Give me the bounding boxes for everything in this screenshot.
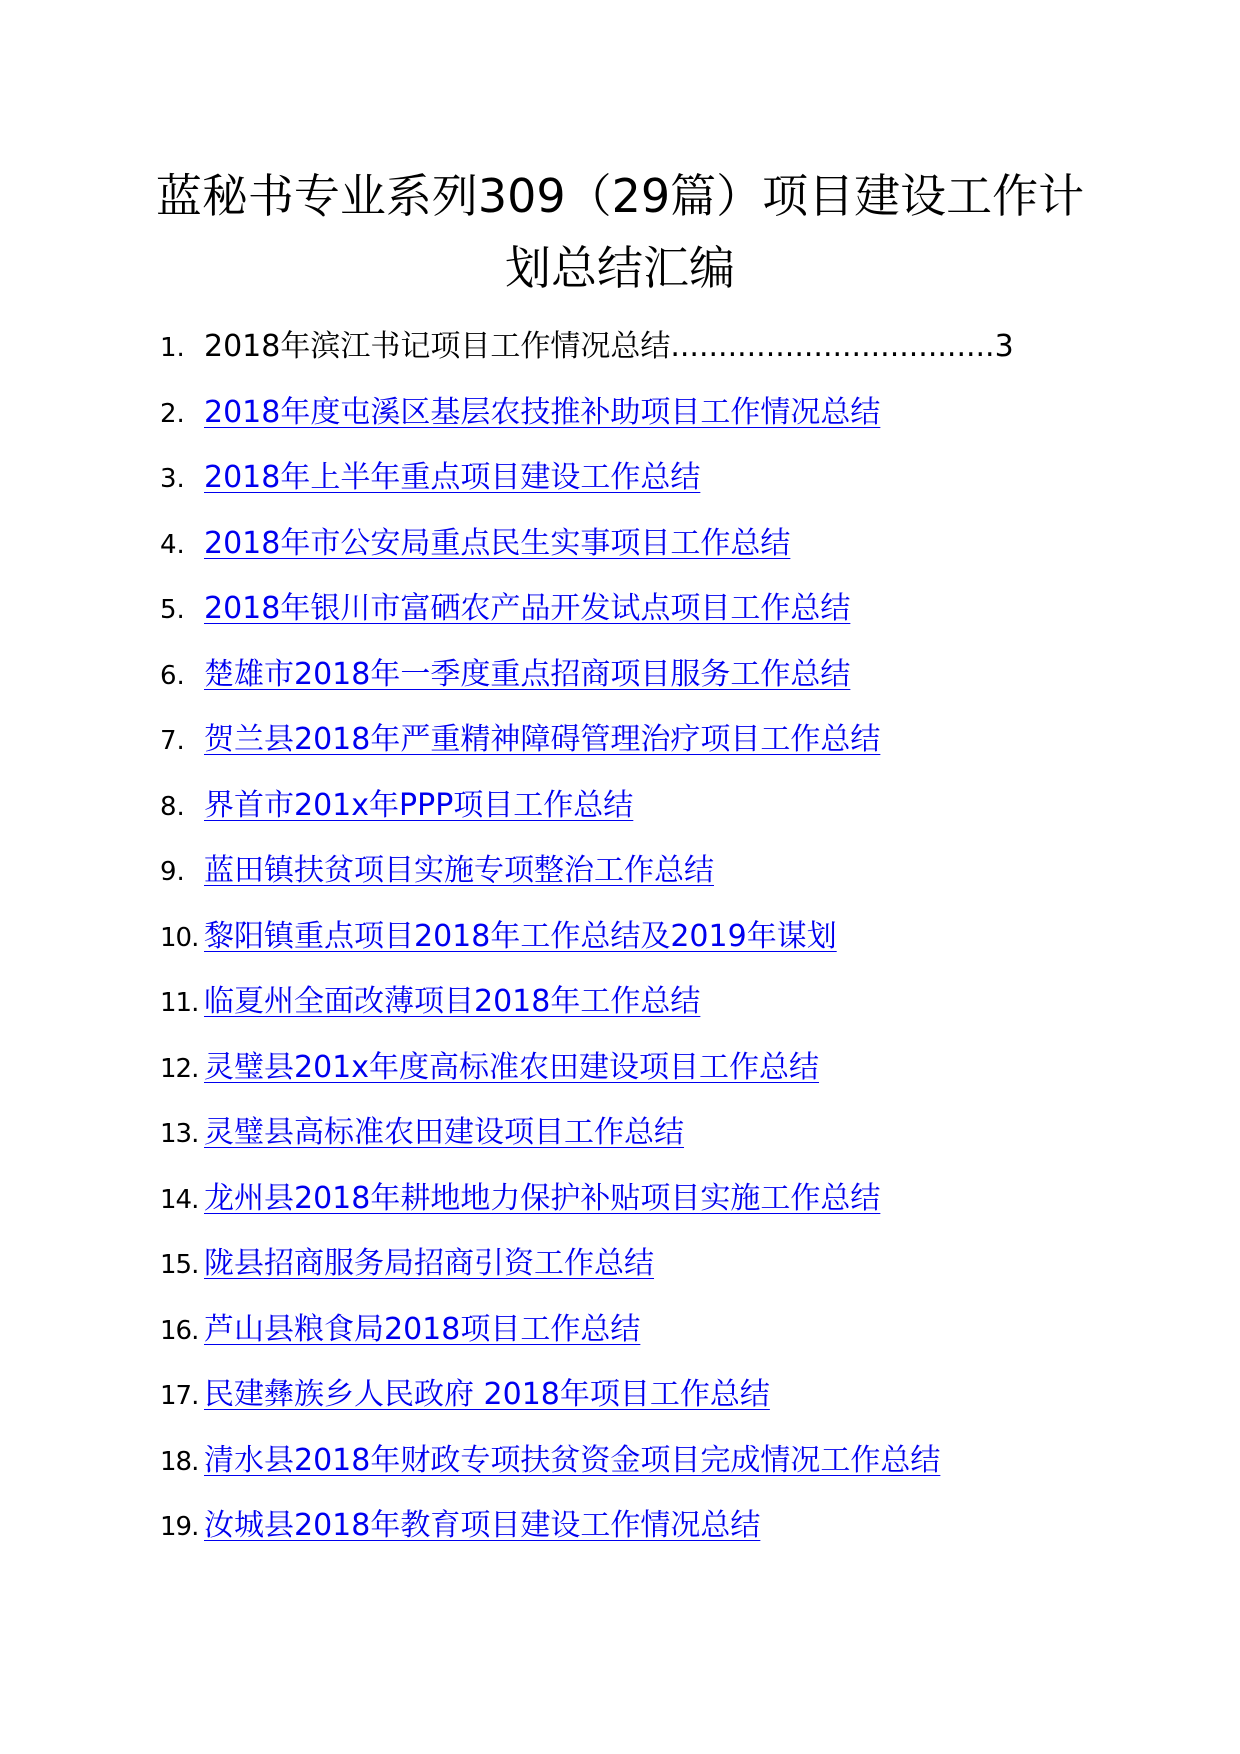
toc-item-number: 4. [160, 529, 185, 560]
toc-item[interactable] [160, 1440, 1060, 1506]
toc-item[interactable] [160, 1112, 1060, 1178]
toc-item-link[interactable]: 陇县招商服务局招商引资工作总结 [204, 1246, 654, 1281]
toc-item-link[interactable]: 2018年度屯溪区基层农技推补助项目工作情况总结 [204, 394, 881, 430]
toc-item-number: 12. [160, 1053, 199, 1084]
toc-item-number: 5. [160, 595, 185, 625]
toc-item-link[interactable]: 灵璧县高标准农田建设项目工作总结 [204, 1115, 684, 1150]
toc-item[interactable] [160, 588, 1060, 654]
toc-item-link[interactable]: 界首市201x年PPP项目工作总结 [204, 787, 634, 823]
toc-item-number: 1. [160, 333, 185, 363]
toc-item-link[interactable]: 临夏州全面改薄项目2018年工作总结 [204, 984, 701, 1019]
toc-item-link[interactable]: 汝城县2018年教育项目建设工作情况总结 [204, 1508, 761, 1543]
toc-item-number: 10. [160, 922, 199, 953]
toc-item[interactable] [160, 1243, 1060, 1309]
toc-item-number: 6. [160, 660, 185, 691]
toc-item[interactable] [160, 392, 1060, 458]
toc-item-number: 9. [160, 857, 185, 887]
toc-item[interactable] [160, 523, 1060, 589]
toc-item-link[interactable]: 民建彝族乡人民政府 2018年项目工作总结 [204, 1377, 770, 1412]
toc-item[interactable] [160, 719, 1060, 785]
toc-item[interactable] [160, 850, 1060, 916]
toc-item[interactable] [160, 1374, 1060, 1440]
toc-item[interactable] [160, 1178, 1060, 1244]
toc-item-number: 18. [160, 1446, 199, 1477]
toc-item-link[interactable]: 2018年银川市富硒农产品开发试点项目工作总结 [204, 591, 851, 626]
toc-item-number: 2. [160, 398, 185, 429]
toc-item-link[interactable]: 贺兰县2018年严重精神障碍管理治疗项目工作总结 [204, 722, 881, 757]
toc-item-text: 2018年滨江书记项目工作情况总结 [204, 329, 671, 364]
toc-item-number: 7. [160, 726, 185, 756]
toc-item-link[interactable]: 芦山县粮食局2018项目工作总结 [204, 1311, 641, 1347]
toc-item-number: 19. [160, 1512, 199, 1542]
toc-item[interactable] [160, 916, 1060, 982]
toc-item-number: 3. [160, 464, 185, 494]
toc-item-leader-dots: .................................. [670, 329, 995, 364]
toc-item-link[interactable]: 灵璧县201x年度高标准农田建设项目工作总结 [204, 1049, 820, 1085]
toc-item-link[interactable]: 2018年市公安局重点民生实事项目工作总结 [204, 525, 791, 561]
toc-item [160, 326, 1060, 392]
toc-item-number: 14. [160, 1184, 199, 1215]
toc-item-link[interactable]: 清水县2018年财政专项扶贫资金项目完成情况工作总结 [204, 1442, 941, 1478]
toc-item[interactable] [160, 1047, 1060, 1113]
document-title: 蓝秘书专业系列309（29篇）项目建设工作计划总结汇编 [155, 169, 1085, 295]
toc-item-number: 11. [160, 988, 199, 1018]
toc-item-link[interactable]: 楚雄市2018年一季度重点招商项目服务工作总结 [204, 656, 851, 692]
toc-item-link[interactable]: 黎阳镇重点项目2018年工作总结及2019年谋划 [204, 918, 837, 954]
toc-item[interactable] [160, 654, 1060, 720]
toc-item-link[interactable]: 2018年上半年重点项目建设工作总结 [204, 460, 701, 495]
toc-item-page-number: 3 [994, 329, 1014, 364]
toc-item-link[interactable]: 龙州县2018年耕地地力保护补贴项目实施工作总结 [204, 1180, 881, 1216]
toc-item[interactable] [160, 981, 1060, 1047]
toc-item[interactable] [160, 785, 1060, 851]
toc-item[interactable] [160, 1309, 1060, 1375]
toc-item-number: 13. [160, 1119, 199, 1149]
toc-item-number: 16. [160, 1315, 199, 1346]
toc-item-number: 8. [160, 791, 185, 822]
toc-item[interactable] [160, 1505, 1060, 1571]
toc-item[interactable] [160, 457, 1060, 523]
toc-item-number: 15. [160, 1250, 199, 1280]
table-of-contents [160, 326, 1060, 1571]
toc-item-link[interactable]: 蓝田镇扶贫项目实施专项整治工作总结 [204, 853, 714, 888]
toc-item-number: 17. [160, 1381, 199, 1411]
